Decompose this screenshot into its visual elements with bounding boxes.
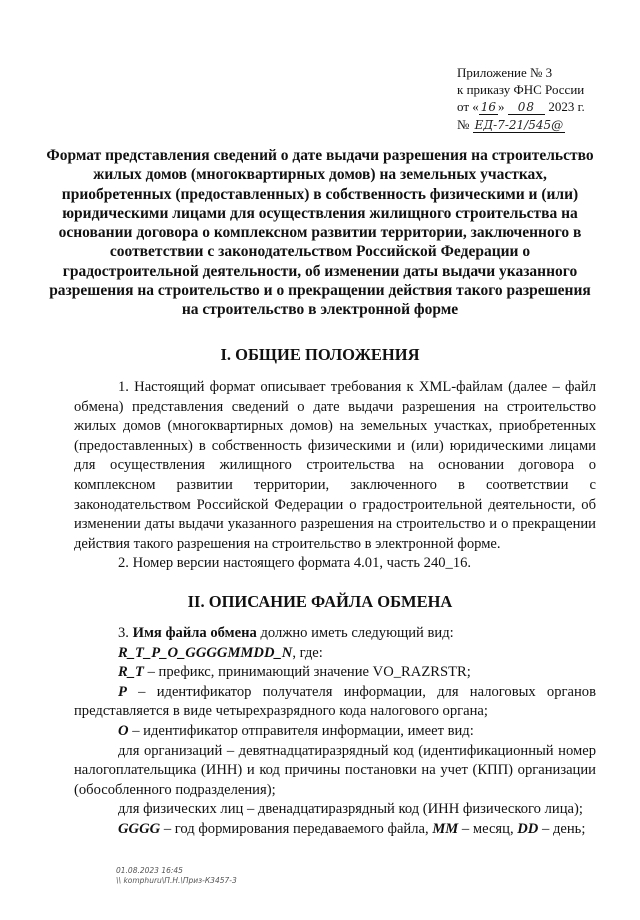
p-text: – идентификатор получателя информации, для налоговых органов представляется в виде четырехразрядного кода налогового органа; — [74, 683, 596, 720]
number-prefix: № — [457, 117, 470, 132]
p3-rest: должно иметь следующий вид: — [260, 625, 454, 641]
date-prefix: от « — [457, 99, 479, 114]
date-sep: » — [498, 99, 505, 114]
appendix-block — [457, 64, 585, 134]
p-line — [74, 683, 596, 722]
o-text: – идентификатор отправителя информации, имеет вид: — [132, 722, 474, 739]
date-parts-line — [74, 820, 596, 840]
paragraph-1: 1. Настоящий формат описывает требования к XML-файлам (далее – файл обмена) представления сведений о дате выдачи разрешения на строительство жилых домов (многоквартирных домов) на земельных участках, приобретенных (предоставленных) в собственность физическими и (или) юридическими лицами для осуществления жилищного строительства на основании договора о комплексном развитии территории, заключенного в соответствии с законодательством Российской Федерации о градостроительной деятельности, об изменении даты выдачи указанного разрешения на строительство и о прекращении действия такого разрешения на строительство в электронной форме. — [74, 379, 596, 552]
date-month: 08 — [508, 100, 545, 115]
dd-text: – день; — [542, 820, 586, 837]
paragraph-2: 2. Номер версии настоящего формата 4.01, часть 240_16. — [118, 555, 472, 572]
date-day: 16 — [480, 100, 497, 114]
footer-stamp — [116, 866, 237, 886]
org-line: для организаций – девятнадцатиразрядный код (идентификационный номер налогоплательщика (ИНН) и код причины постановки на учет (КПП) организации (обособленного подразделения); — [74, 742, 596, 798]
mm-code: MM — [432, 820, 459, 837]
o-code: O — [118, 722, 129, 739]
rt-code: R_T — [118, 664, 144, 681]
date-year: 2023 г. — [548, 99, 585, 114]
pattern-suffix: , где: — [292, 644, 323, 661]
section-2-heading: II. ОПИСАНИЕ ФАЙЛА ОБМЕНА — [187, 592, 453, 611]
section-1-heading: I. ОБЩИЕ ПОЛОЖЕНИЯ — [220, 345, 420, 364]
appendix-number — [457, 116, 585, 134]
gggg-code: GGGG — [118, 820, 161, 837]
footer-line-2: \\ komphuru\П.Н.\Приз-К3457-3 — [116, 876, 237, 885]
section-2-body — [74, 624, 596, 840]
p-code: P — [118, 683, 127, 700]
paragraph-3 — [74, 624, 596, 644]
o-line — [74, 722, 596, 742]
pattern-code: R_T_P_O_GGGGMMDD_N — [118, 644, 293, 661]
document-title: Формат представления сведений о дате выдачи разрешения на строительство жилых домов (многоквартирных домов) на земельных участках, приобретенных (предоставленных) в собственность физическими и (или) юридическими лицами для осуществления жилищного строительства на основании договора о комплексном развитии территории, заключенного в соответствии с законодательством Российской Федерации о градостроительной деятельности, об изменении даты выдачи указанного разрешения на строительство и о прекращении действия такого разрешения на строительство в электронной форме — [46, 147, 594, 319]
mm-text: – месяц, — [461, 820, 514, 837]
person-line: для физических лиц – двенадцатиразрядный код (ИНН физического лица); — [118, 801, 583, 818]
gggg-text: – год формирования передаваемого файла, — [163, 820, 429, 837]
appendix-line-1: Приложение № 3 — [457, 65, 553, 80]
p3-number: 3. — [118, 625, 129, 641]
appendix-date — [457, 98, 585, 116]
rt-text: – префикс, принимающий значение VO_RAZRSTR; — [147, 664, 471, 681]
appendix-line-2: к приказу ФНС России — [457, 82, 585, 97]
footer-line-1: 01.08.2023 16:45 — [116, 866, 183, 875]
rt-line — [74, 663, 596, 683]
section-1-body — [74, 378, 596, 574]
dd-code: DD — [517, 820, 539, 837]
p3-bold: Имя файла обмена — [132, 625, 257, 641]
filename-pattern — [74, 644, 596, 664]
number-value: ЕД-7-21/545@ — [474, 118, 564, 132]
